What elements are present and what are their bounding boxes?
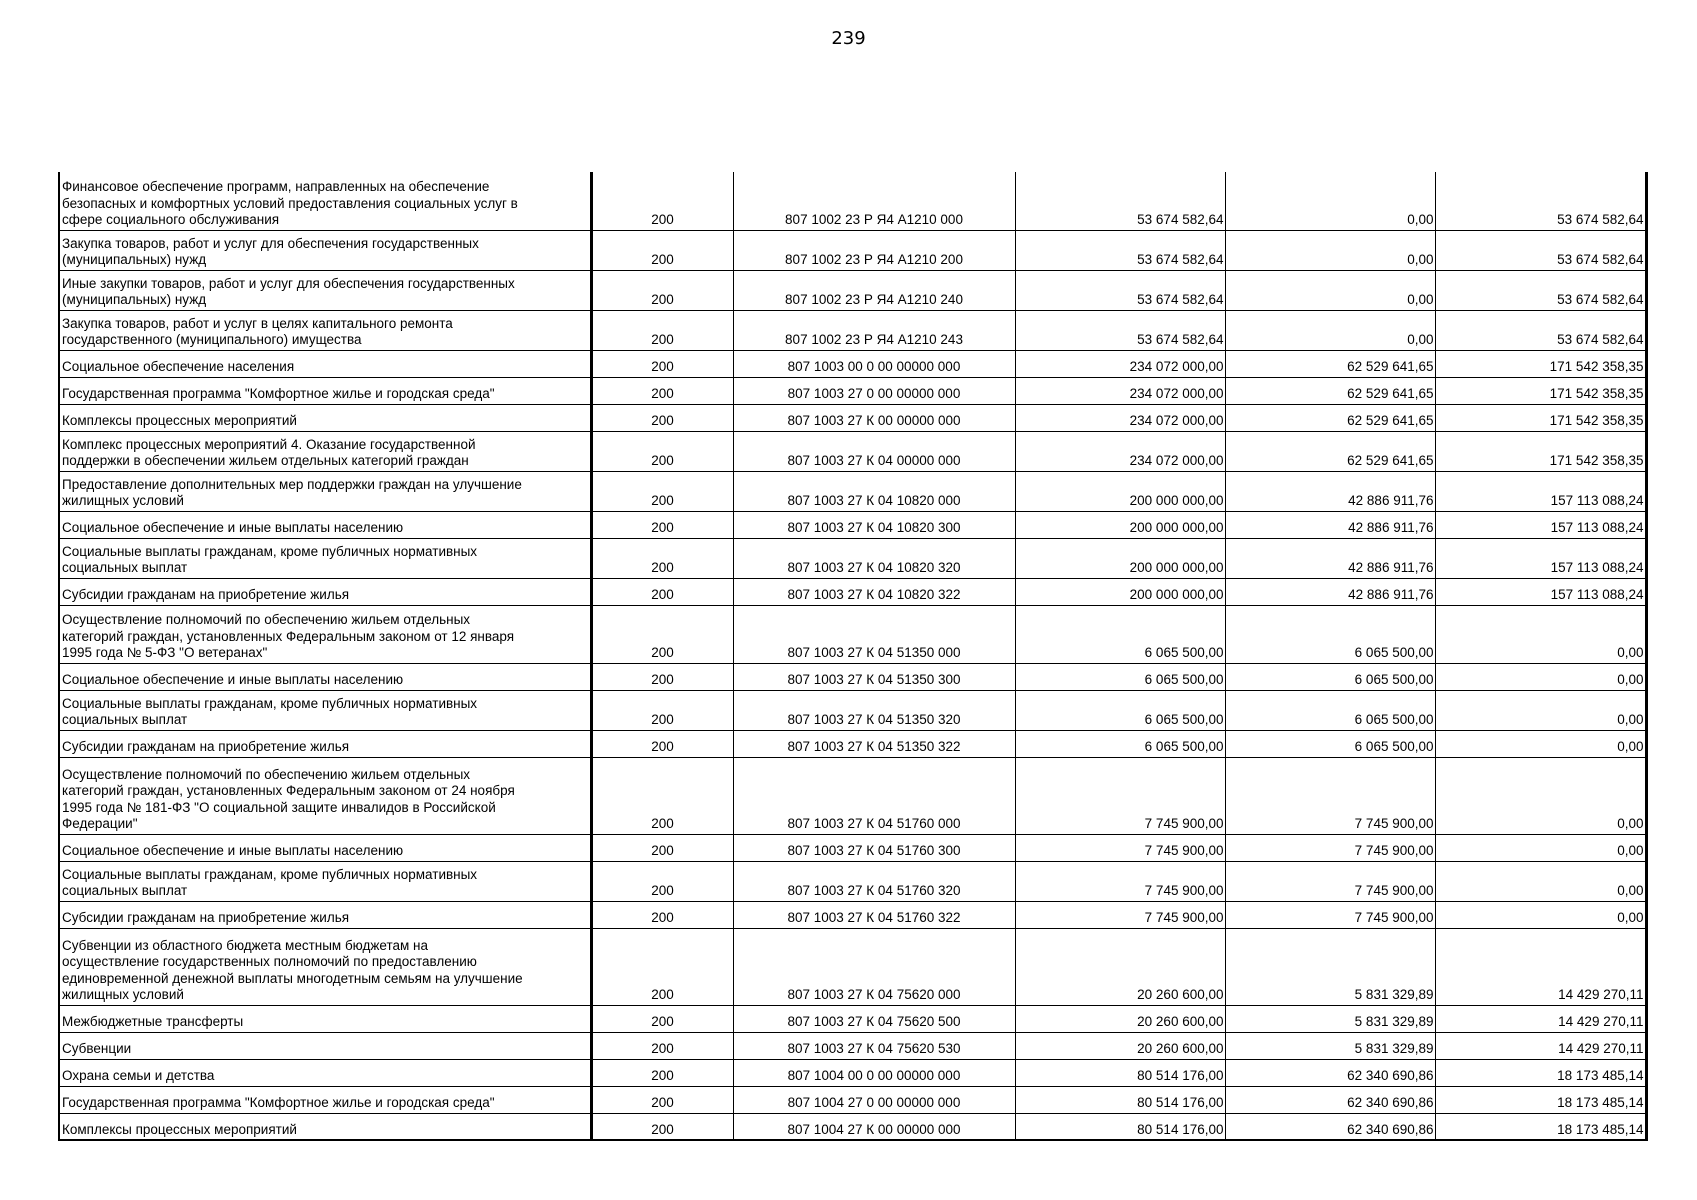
row-code-cell: 200 <box>591 578 733 605</box>
row-name-cell: Комплексы процессных мероприятий <box>59 1113 591 1140</box>
row-classification-cell: 807 1003 27 К 00 00000 000 <box>733 404 1015 431</box>
table-row <box>59 230 1646 270</box>
row-classification-cell: 807 1003 27 К 04 75620 530 <box>733 1032 1015 1059</box>
row-classification-cell: 807 1002 23 Р Я4 А1210 200 <box>733 230 1015 270</box>
row-classification-cell: 807 1004 27 К 00 00000 000 <box>733 1113 1015 1140</box>
row-executed-amount-cell: 42 886 911,76 <box>1225 538 1435 578</box>
row-code-cell: 200 <box>591 928 733 1005</box>
row-code-cell: 200 <box>591 663 733 690</box>
row-classification-cell: 807 1003 27 К 04 10820 000 <box>733 471 1015 511</box>
table-row <box>59 431 1646 471</box>
row-classification-cell: 807 1003 27 К 04 10820 320 <box>733 538 1015 578</box>
row-unexecuted-amount-cell: 0,00 <box>1435 861 1646 901</box>
row-executed-amount-cell: 62 340 690,86 <box>1225 1059 1435 1086</box>
row-classification-cell: 807 1003 27 К 04 51350 000 <box>733 605 1015 663</box>
row-classification-cell: 807 1004 27 0 00 00000 000 <box>733 1086 1015 1113</box>
row-name-cell: Социальные выплаты гражданам, кроме публичных нормативных социальных выплат <box>59 861 591 901</box>
row-classification-cell: 807 1003 27 К 04 51760 300 <box>733 834 1015 861</box>
row-unexecuted-amount-cell: 18 173 485,14 <box>1435 1059 1646 1086</box>
row-unexecuted-amount-cell: 171 542 358,35 <box>1435 377 1646 404</box>
row-code-cell: 200 <box>591 757 733 834</box>
row-code-cell: 200 <box>591 230 733 270</box>
row-unexecuted-amount-cell: 18 173 485,14 <box>1435 1113 1646 1140</box>
row-code-cell: 200 <box>591 1086 733 1113</box>
row-unexecuted-amount-cell: 53 674 582,64 <box>1435 310 1646 350</box>
table-row <box>59 350 1646 377</box>
row-classification-cell: 807 1002 23 Р Я4 А1210 243 <box>733 310 1015 350</box>
table-row <box>59 538 1646 578</box>
row-name-cell: Субсидии гражданам на приобретение жилья <box>59 730 591 757</box>
row-unexecuted-amount-cell: 171 542 358,35 <box>1435 431 1646 471</box>
row-code-cell: 200 <box>591 511 733 538</box>
row-name-cell: Закупка товаров, работ и услуг для обеспечения государственных (муниципальных) нужд <box>59 230 591 270</box>
row-unexecuted-amount-cell: 53 674 582,64 <box>1435 230 1646 270</box>
row-code-cell: 200 <box>591 1113 733 1140</box>
table-row <box>59 404 1646 431</box>
row-approved-amount-cell: 20 260 600,00 <box>1015 1005 1225 1032</box>
row-name-cell: Комплекс процессных мероприятий 4. Оказание государственной поддержки в обеспечении жильем отдельных категорий граждан <box>59 431 591 471</box>
row-executed-amount-cell: 7 745 900,00 <box>1225 757 1435 834</box>
row-executed-amount-cell: 7 745 900,00 <box>1225 834 1435 861</box>
row-unexecuted-amount-cell: 14 429 270,11 <box>1435 1005 1646 1032</box>
table-row <box>59 861 1646 901</box>
table-row <box>59 1032 1646 1059</box>
table-row <box>59 1113 1646 1140</box>
page-number: 239 <box>831 28 866 49</box>
row-unexecuted-amount-cell: 53 674 582,64 <box>1435 172 1646 230</box>
row-code-cell: 200 <box>591 834 733 861</box>
row-approved-amount-cell: 53 674 582,64 <box>1015 172 1225 230</box>
row-name-cell: Социальные выплаты гражданам, кроме публичных нормативных социальных выплат <box>59 538 591 578</box>
row-unexecuted-amount-cell: 14 429 270,11 <box>1435 1032 1646 1059</box>
table-row <box>59 1086 1646 1113</box>
row-executed-amount-cell: 62 340 690,86 <box>1225 1113 1435 1140</box>
row-executed-amount-cell: 6 065 500,00 <box>1225 605 1435 663</box>
row-unexecuted-amount-cell: 0,00 <box>1435 757 1646 834</box>
table-row <box>59 730 1646 757</box>
row-code-cell: 200 <box>591 404 733 431</box>
table-row <box>59 471 1646 511</box>
row-executed-amount-cell: 6 065 500,00 <box>1225 690 1435 730</box>
table-row <box>59 377 1646 404</box>
row-code-cell: 200 <box>591 1059 733 1086</box>
row-name-cell: Осуществление полномочий по обеспечению жильем отдельных категорий граждан, установленных Федеральным законом от 24 ноября 1995 года № 181-ФЗ "О социальной защите инвалидов в Российской Федерации" <box>59 757 591 834</box>
row-name-cell: Иные закупки товаров, работ и услуг для обеспечения государственных (муниципальных) нужд <box>59 270 591 310</box>
row-name-cell: Субвенции <box>59 1032 591 1059</box>
table-row <box>59 605 1646 663</box>
row-executed-amount-cell: 62 529 641,65 <box>1225 377 1435 404</box>
row-classification-cell: 807 1003 27 К 04 51760 320 <box>733 861 1015 901</box>
row-unexecuted-amount-cell: 171 542 358,35 <box>1435 350 1646 377</box>
table-row <box>59 578 1646 605</box>
row-approved-amount-cell: 200 000 000,00 <box>1015 578 1225 605</box>
row-unexecuted-amount-cell: 157 113 088,24 <box>1435 538 1646 578</box>
row-code-cell: 200 <box>591 471 733 511</box>
row-classification-cell: 807 1003 27 К 04 51350 322 <box>733 730 1015 757</box>
row-approved-amount-cell: 53 674 582,64 <box>1015 310 1225 350</box>
row-code-cell: 200 <box>591 172 733 230</box>
row-name-cell: Субвенции из областного бюджета местным бюджетам на осуществление государственных полномочий по предоставлению единовременной денежной выплаты многодетным семьям на улучшение жилищных условий <box>59 928 591 1005</box>
row-executed-amount-cell: 0,00 <box>1225 172 1435 230</box>
row-name-cell: Межбюджетные трансферты <box>59 1005 591 1032</box>
row-code-cell: 200 <box>591 690 733 730</box>
budget-table-container <box>58 172 1645 1141</box>
table-row <box>59 663 1646 690</box>
row-name-cell: Осуществление полномочий по обеспечению жильем отдельных категорий граждан, установленных Федеральным законом от 12 января 1995 года № 5-ФЗ "О ветеранах" <box>59 605 591 663</box>
row-classification-cell: 807 1002 23 Р Я4 А1210 000 <box>733 172 1015 230</box>
row-approved-amount-cell: 6 065 500,00 <box>1015 663 1225 690</box>
row-executed-amount-cell: 0,00 <box>1225 270 1435 310</box>
row-executed-amount-cell: 62 340 690,86 <box>1225 1086 1435 1113</box>
row-approved-amount-cell: 200 000 000,00 <box>1015 471 1225 511</box>
row-approved-amount-cell: 80 514 176,00 <box>1015 1086 1225 1113</box>
row-name-cell: Субсидии гражданам на приобретение жилья <box>59 901 591 928</box>
row-approved-amount-cell: 200 000 000,00 <box>1015 538 1225 578</box>
row-executed-amount-cell: 62 529 641,65 <box>1225 404 1435 431</box>
row-classification-cell: 807 1003 27 К 04 51350 320 <box>733 690 1015 730</box>
row-name-cell: Закупка товаров, работ и услуг в целях капитального ремонта государственного (муниципального) имущества <box>59 310 591 350</box>
row-unexecuted-amount-cell: 0,00 <box>1435 690 1646 730</box>
row-unexecuted-amount-cell: 171 542 358,35 <box>1435 404 1646 431</box>
row-code-cell: 200 <box>591 270 733 310</box>
row-classification-cell: 807 1003 27 К 04 75620 000 <box>733 928 1015 1005</box>
row-code-cell: 200 <box>591 901 733 928</box>
row-code-cell: 200 <box>591 310 733 350</box>
row-executed-amount-cell: 42 886 911,76 <box>1225 471 1435 511</box>
table-row <box>59 511 1646 538</box>
row-name-cell: Социальное обеспечение и иные выплаты населению <box>59 663 591 690</box>
row-executed-amount-cell: 6 065 500,00 <box>1225 663 1435 690</box>
row-name-cell: Предоставление дополнительных мер поддержки граждан на улучшение жилищных условий <box>59 471 591 511</box>
row-unexecuted-amount-cell: 0,00 <box>1435 730 1646 757</box>
row-unexecuted-amount-cell: 157 113 088,24 <box>1435 511 1646 538</box>
row-executed-amount-cell: 0,00 <box>1225 310 1435 350</box>
row-executed-amount-cell: 0,00 <box>1225 230 1435 270</box>
row-unexecuted-amount-cell: 14 429 270,11 <box>1435 928 1646 1005</box>
row-approved-amount-cell: 20 260 600,00 <box>1015 1032 1225 1059</box>
table-row <box>59 172 1646 230</box>
row-classification-cell: 807 1003 27 К 04 51350 300 <box>733 663 1015 690</box>
table-row <box>59 310 1646 350</box>
row-unexecuted-amount-cell: 0,00 <box>1435 901 1646 928</box>
row-unexecuted-amount-cell: 157 113 088,24 <box>1435 578 1646 605</box>
row-name-cell: Государственная программа "Комфортное жилье и городская среда" <box>59 377 591 404</box>
row-approved-amount-cell: 80 514 176,00 <box>1015 1059 1225 1086</box>
row-code-cell: 200 <box>591 377 733 404</box>
row-executed-amount-cell: 5 831 329,89 <box>1225 1005 1435 1032</box>
row-code-cell: 200 <box>591 861 733 901</box>
row-unexecuted-amount-cell: 18 173 485,14 <box>1435 1086 1646 1113</box>
row-classification-cell: 807 1003 27 К 04 51760 322 <box>733 901 1015 928</box>
row-approved-amount-cell: 200 000 000,00 <box>1015 511 1225 538</box>
row-classification-cell: 807 1003 00 0 00 00000 000 <box>733 350 1015 377</box>
row-approved-amount-cell: 7 745 900,00 <box>1015 834 1225 861</box>
row-executed-amount-cell: 7 745 900,00 <box>1225 861 1435 901</box>
row-executed-amount-cell: 5 831 329,89 <box>1225 928 1435 1005</box>
row-approved-amount-cell: 234 072 000,00 <box>1015 350 1225 377</box>
row-unexecuted-amount-cell: 0,00 <box>1435 605 1646 663</box>
row-approved-amount-cell: 6 065 500,00 <box>1015 690 1225 730</box>
row-approved-amount-cell: 80 514 176,00 <box>1015 1113 1225 1140</box>
table-row <box>59 270 1646 310</box>
row-code-cell: 200 <box>591 1005 733 1032</box>
row-approved-amount-cell: 234 072 000,00 <box>1015 377 1225 404</box>
table-row <box>59 928 1646 1005</box>
row-name-cell: Финансовое обеспечение программ, направленных на обеспечение безопасных и комфортных условий предоставления социальных услуг в сфере социального обслуживания <box>59 172 591 230</box>
row-classification-cell: 807 1004 00 0 00 00000 000 <box>733 1059 1015 1086</box>
row-approved-amount-cell: 6 065 500,00 <box>1015 605 1225 663</box>
row-approved-amount-cell: 234 072 000,00 <box>1015 431 1225 471</box>
row-name-cell: Социальные выплаты гражданам, кроме публичных нормативных социальных выплат <box>59 690 591 730</box>
row-executed-amount-cell: 6 065 500,00 <box>1225 730 1435 757</box>
row-approved-amount-cell: 20 260 600,00 <box>1015 928 1225 1005</box>
row-code-cell: 200 <box>591 605 733 663</box>
row-executed-amount-cell: 42 886 911,76 <box>1225 578 1435 605</box>
row-classification-cell: 807 1003 27 К 04 00000 000 <box>733 431 1015 471</box>
row-name-cell: Социальное обеспечение и иные выплаты населению <box>59 834 591 861</box>
row-code-cell: 200 <box>591 350 733 377</box>
row-classification-cell: 807 1003 27 0 00 00000 000 <box>733 377 1015 404</box>
row-executed-amount-cell: 5 831 329,89 <box>1225 1032 1435 1059</box>
row-approved-amount-cell: 7 745 900,00 <box>1015 861 1225 901</box>
row-name-cell: Охрана семьи и детства <box>59 1059 591 1086</box>
row-classification-cell: 807 1002 23 Р Я4 А1210 240 <box>733 270 1015 310</box>
table-row <box>59 834 1646 861</box>
row-executed-amount-cell: 42 886 911,76 <box>1225 511 1435 538</box>
table-body <box>59 172 1646 1140</box>
row-name-cell: Комплексы процессных мероприятий <box>59 404 591 431</box>
table-row <box>59 757 1646 834</box>
row-approved-amount-cell: 53 674 582,64 <box>1015 270 1225 310</box>
row-approved-amount-cell: 7 745 900,00 <box>1015 757 1225 834</box>
budget-execution-table <box>58 172 1648 1141</box>
row-code-cell: 200 <box>591 1032 733 1059</box>
row-unexecuted-amount-cell: 0,00 <box>1435 834 1646 861</box>
row-name-cell: Государственная программа "Комфортное жилье и городская среда" <box>59 1086 591 1113</box>
table-row <box>59 1059 1646 1086</box>
table-row <box>59 901 1646 928</box>
row-approved-amount-cell: 234 072 000,00 <box>1015 404 1225 431</box>
row-code-cell: 200 <box>591 431 733 471</box>
row-approved-amount-cell: 6 065 500,00 <box>1015 730 1225 757</box>
row-executed-amount-cell: 62 529 641,65 <box>1225 431 1435 471</box>
row-executed-amount-cell: 62 529 641,65 <box>1225 350 1435 377</box>
row-classification-cell: 807 1003 27 К 04 10820 300 <box>733 511 1015 538</box>
row-classification-cell: 807 1003 27 К 04 10820 322 <box>733 578 1015 605</box>
table-row <box>59 690 1646 730</box>
row-unexecuted-amount-cell: 53 674 582,64 <box>1435 270 1646 310</box>
row-name-cell: Социальное обеспечение и иные выплаты населению <box>59 511 591 538</box>
row-classification-cell: 807 1003 27 К 04 51760 000 <box>733 757 1015 834</box>
row-executed-amount-cell: 7 745 900,00 <box>1225 901 1435 928</box>
table-row <box>59 1005 1646 1032</box>
row-approved-amount-cell: 7 745 900,00 <box>1015 901 1225 928</box>
row-classification-cell: 807 1003 27 К 04 75620 500 <box>733 1005 1015 1032</box>
row-code-cell: 200 <box>591 538 733 578</box>
row-approved-amount-cell: 53 674 582,64 <box>1015 230 1225 270</box>
row-name-cell: Социальное обеспечение населения <box>59 350 591 377</box>
row-code-cell: 200 <box>591 730 733 757</box>
row-unexecuted-amount-cell: 0,00 <box>1435 663 1646 690</box>
row-unexecuted-amount-cell: 157 113 088,24 <box>1435 471 1646 511</box>
row-name-cell: Субсидии гражданам на приобретение жилья <box>59 578 591 605</box>
